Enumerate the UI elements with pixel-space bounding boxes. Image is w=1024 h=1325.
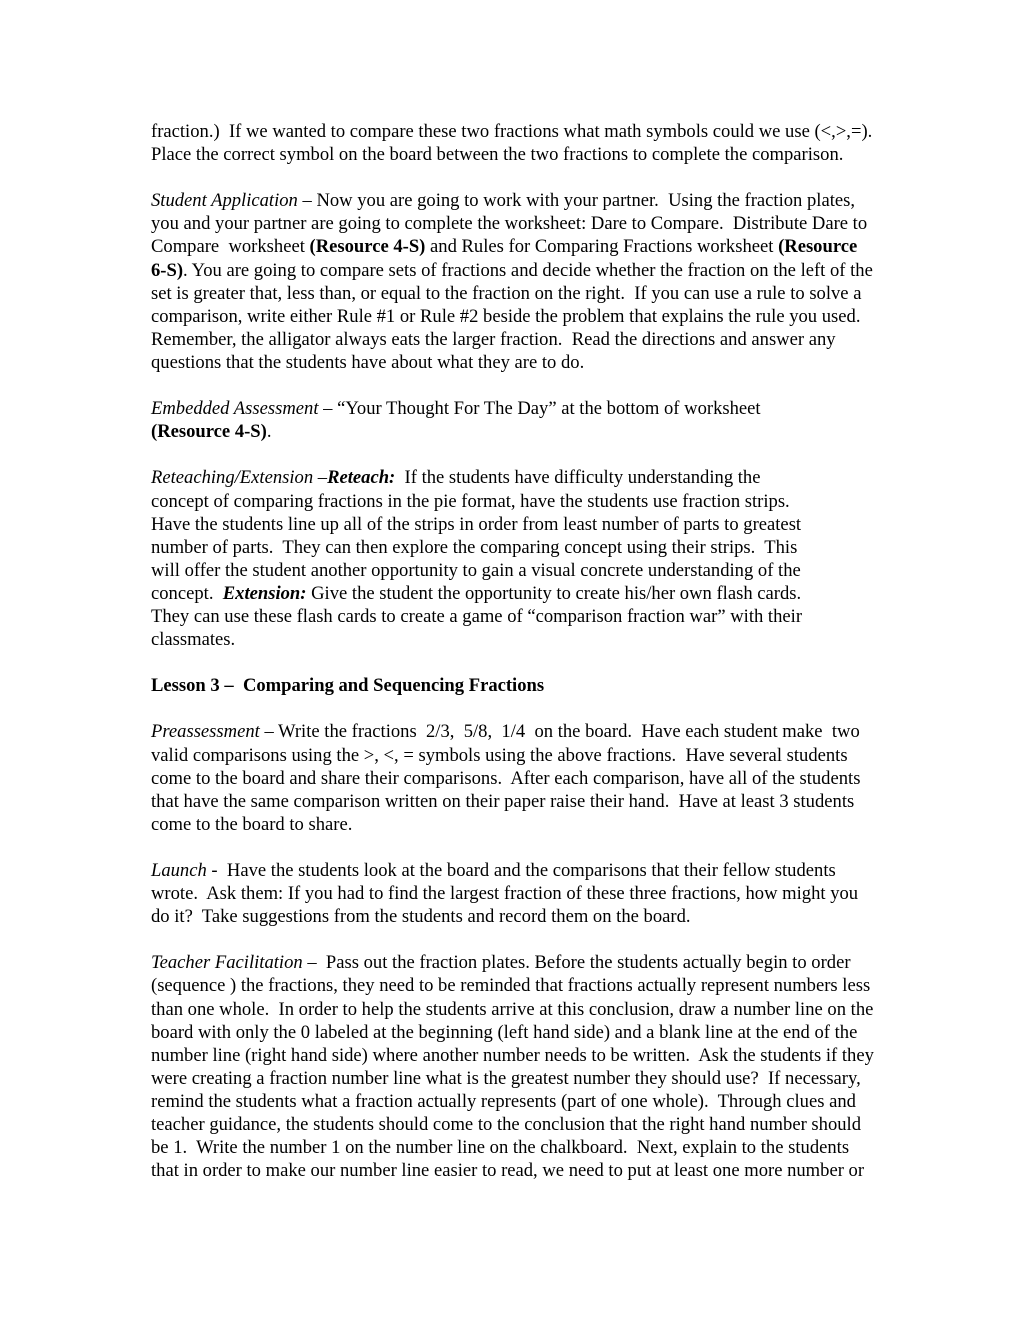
text-run: number of parts. They can then explore the comparing concept using their strips. This bbox=[151, 536, 798, 558]
text-line bbox=[151, 813, 941, 836]
paragraph-student-application bbox=[151, 189, 941, 374]
paragraph-teacher-facilitation bbox=[151, 951, 941, 1182]
text-run: Give the student the opportunity to create his/her own flash cards. bbox=[306, 582, 802, 604]
text-run: that in order to make our number line easier to read, we need to put at least one more number or bbox=[151, 1160, 865, 1182]
document-page bbox=[151, 120, 941, 1182]
text-line bbox=[151, 559, 941, 582]
text-run: than one whole. In order to help the students arrive at this conclusion, draw a number line on the bbox=[151, 998, 874, 1020]
text-line bbox=[151, 212, 941, 235]
text-line bbox=[151, 235, 941, 258]
text-run: valid comparisons using the >, <, = symbols using the above fractions. Have several students bbox=[151, 744, 848, 766]
text-line bbox=[151, 282, 941, 305]
text-run: questions that the students have about what they are to do. bbox=[151, 351, 585, 373]
text-run: come to the board to share. bbox=[151, 813, 353, 835]
text-line bbox=[151, 1159, 941, 1182]
text-run: remind the students what a fraction actually represents (part of one whole). Through clues and bbox=[151, 1090, 856, 1112]
bold-text: Extension: bbox=[222, 582, 307, 604]
text-run: – Write the fractions 2/3, 5/8, 1/4 on the board. Have each student make two bbox=[259, 721, 860, 743]
text-line bbox=[151, 143, 941, 166]
paragraph-spacer bbox=[151, 166, 941, 189]
paragraph-reteaching-extension bbox=[151, 466, 941, 651]
italic-label: Teacher Facilitation bbox=[151, 952, 303, 974]
text-line bbox=[151, 998, 941, 1021]
italic-label: – bbox=[313, 467, 328, 489]
text-line bbox=[151, 120, 941, 143]
text-line bbox=[151, 1067, 941, 1090]
text-line bbox=[151, 466, 941, 489]
text-line bbox=[151, 1044, 941, 1067]
text-run: come to the board and share their comparisons. After each comparison, have all of the students bbox=[151, 767, 861, 789]
text-run: Compare worksheet bbox=[151, 236, 310, 258]
text-line bbox=[151, 720, 941, 743]
text-run: you and your partner are going to complete the worksheet: Dare to Compare. Distribute Dare to bbox=[151, 213, 868, 235]
text-run: . bbox=[266, 421, 272, 443]
bold-text: Reteach: bbox=[327, 467, 396, 489]
text-run: board with only the 0 labeled at the beginning (left hand side) and a blank line at the end of the bbox=[151, 1021, 858, 1043]
text-run: wrote. Ask them: If you had to find the largest fraction of these three fractions, how might you bbox=[151, 883, 859, 905]
text-line bbox=[151, 1136, 941, 1159]
text-line bbox=[151, 397, 941, 420]
text-line bbox=[151, 1090, 941, 1113]
text-line bbox=[151, 674, 941, 697]
text-run: - Have the students look at the board and the comparisons that their fellow students bbox=[206, 860, 836, 881]
paragraph-launch bbox=[151, 859, 941, 928]
text-run: They can use these flash cards to create a game of “comparison fraction war” with their bbox=[151, 605, 803, 627]
text-run: Place the correct symbol on the board between the two fractions to complete the comparison. bbox=[151, 144, 844, 166]
text-run: concept. bbox=[151, 582, 223, 604]
paragraph-lesson-3-heading bbox=[151, 674, 941, 697]
text-run: – Pass out the fraction plates. Before the students actually begin to order bbox=[302, 952, 851, 974]
paragraph-preassessment bbox=[151, 720, 941, 835]
text-run: (sequence ) the fractions, they need to be reminded that fractions actually represent numbers less bbox=[151, 975, 871, 997]
text-line bbox=[151, 189, 941, 212]
text-line bbox=[151, 513, 941, 536]
text-run: will offer the student another opportunity to gain a visual concrete understanding of the bbox=[151, 559, 801, 581]
text-run: . You are going to compare sets of fractions and decide whether the fraction on the left of the bbox=[183, 259, 873, 281]
text-run: teacher guidance, the students should come to the conclusion that the right hand number should bbox=[151, 1114, 862, 1136]
text-line bbox=[151, 328, 941, 351]
text-line bbox=[151, 605, 941, 628]
bold-text: (Resource bbox=[778, 236, 858, 258]
text-run: – “Your Thought For The Day” at the bottom of worksheet bbox=[318, 398, 761, 420]
text-run: Have the students line up all of the strips in order from least number of parts to greatest bbox=[151, 513, 802, 535]
text-run: classmates. bbox=[151, 629, 236, 651]
paragraph-spacer bbox=[151, 697, 941, 720]
text-run: comparison, write either Rule #1 or Rule #2 beside the problem that explains the rule you used. bbox=[151, 305, 861, 327]
text-line bbox=[151, 259, 941, 282]
paragraph-spacer bbox=[151, 443, 941, 466]
text-run: If the students have difficulty understanding the bbox=[395, 467, 761, 489]
text-run: – Now you are going to work with your partner. Using the fraction plates, bbox=[297, 190, 856, 212]
text-line bbox=[151, 767, 941, 790]
italic-label: Embedded Assessment bbox=[151, 398, 319, 420]
text-line bbox=[151, 305, 941, 328]
text-run: do it? Take suggestions from the students and record them on the board. bbox=[151, 906, 691, 928]
text-run: set is greater that, less than, or equal to the fraction on the right. If you can use a rule to solve a bbox=[151, 282, 862, 304]
italic-label: Preassessment bbox=[151, 721, 260, 743]
italic-label: Launch bbox=[151, 860, 207, 881]
text-line bbox=[151, 351, 941, 374]
paragraph-intro-continuation bbox=[151, 120, 941, 166]
text-run: and Rules for Comparing Fractions worksheet bbox=[425, 236, 779, 258]
text-run: concept of comparing fractions in the pie format, have the students use fraction strips. bbox=[151, 490, 790, 512]
text-run: that have the same comparison written on their paper raise their hand. Have at least 3 students bbox=[151, 790, 855, 812]
text-line bbox=[151, 882, 941, 905]
paragraph-spacer bbox=[151, 836, 941, 859]
text-line bbox=[151, 420, 941, 443]
paragraph-spacer bbox=[151, 374, 941, 397]
bold-text: Lesson 3 – Comparing and Sequencing Fractions bbox=[151, 675, 545, 697]
text-run: be 1. Write the number 1 on the number line on the chalkboard. Next, explain to the students bbox=[151, 1137, 850, 1159]
text-line bbox=[151, 859, 941, 882]
text-line bbox=[151, 536, 941, 559]
text-line bbox=[151, 790, 941, 813]
bold-text: 6-S) bbox=[151, 259, 184, 281]
italic-label: Reteaching/Extension bbox=[151, 467, 314, 489]
text-run: were creating a fraction number line what is the greatest number they should use? If necessary, bbox=[151, 1067, 861, 1089]
text-run: fraction.) If we wanted to compare these two fractions what math symbols could we use (<,>,=). bbox=[151, 121, 873, 142]
text-run: Remember, the alligator always eats the larger fraction. Read the directions and answer any bbox=[151, 328, 836, 350]
paragraph-embedded-assessment bbox=[151, 397, 941, 443]
text-line bbox=[151, 582, 941, 605]
text-line bbox=[151, 490, 941, 513]
paragraph-spacer bbox=[151, 651, 941, 674]
bold-text: (Resource 4-S) bbox=[309, 236, 426, 258]
paragraph-spacer bbox=[151, 928, 941, 951]
bold-text: (Resource 4-S) bbox=[151, 421, 267, 443]
text-line bbox=[151, 1021, 941, 1044]
text-line bbox=[151, 628, 941, 651]
text-line bbox=[151, 744, 941, 767]
text-line bbox=[151, 974, 941, 997]
text-run: number line (right hand side) where another number needs to be written. Ask the students if they bbox=[151, 1044, 874, 1066]
text-line bbox=[151, 1113, 941, 1136]
text-line bbox=[151, 951, 941, 974]
italic-label: Student Application bbox=[151, 190, 298, 212]
text-line bbox=[151, 905, 941, 928]
